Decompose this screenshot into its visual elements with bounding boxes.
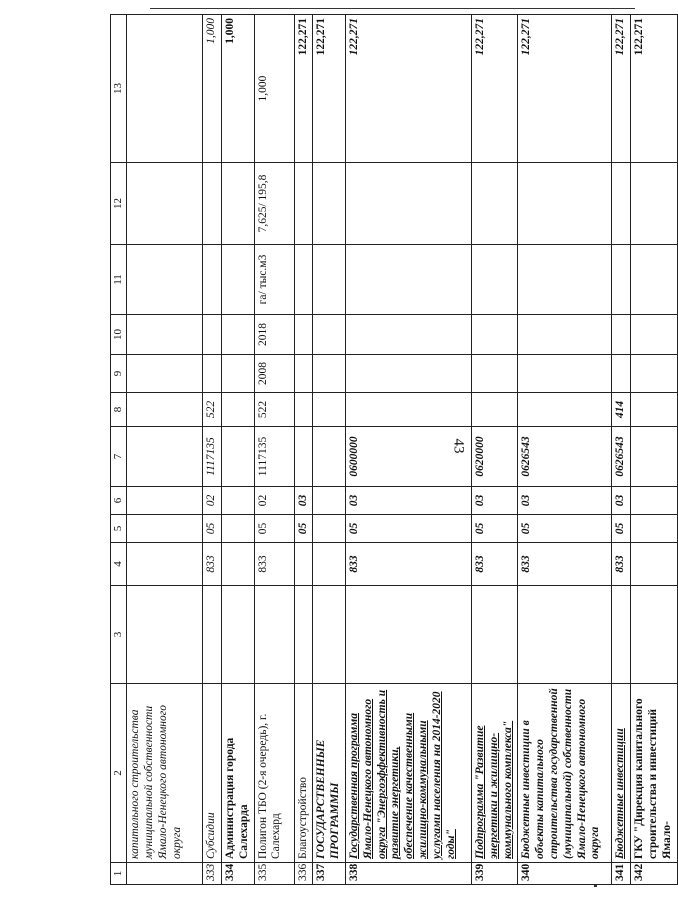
cell: 0620000: [471, 427, 517, 487]
cell: 05: [612, 515, 631, 543]
cell: 03: [345, 487, 471, 515]
row-name: Государственная программа Ямало-Ненецкого автономного округа "Энергоэффективность и развитие энергетики, обеспечение качественными жилищно-коммунальными услугами населения на 2014-2020 годы": [345, 684, 471, 863]
row-name: Субсидии: [203, 684, 222, 863]
row-number: 333: [203, 863, 222, 885]
cell: [203, 315, 222, 355]
cell: [471, 163, 517, 245]
cell: [471, 393, 517, 427]
cell: 833: [471, 543, 517, 586]
cell: [294, 245, 313, 315]
cell: [313, 427, 346, 487]
cell: [631, 315, 677, 355]
cell: 1,000: [221, 15, 254, 163]
table-row: [221, 15, 254, 885]
table-row: [254, 15, 294, 885]
cell: [221, 163, 254, 245]
col-header: 1: [111, 863, 127, 885]
cell: [631, 515, 677, 543]
col-header: 3: [111, 586, 127, 684]
col-header: 2: [111, 684, 127, 863]
cell: [221, 586, 254, 684]
cell: [518, 163, 612, 245]
cell: [127, 393, 203, 427]
cell: 833: [518, 543, 612, 586]
cell: 833: [254, 543, 294, 586]
row-name: ГКУ "Дирекция капитального строительства и инвестиций Ямало-: [631, 684, 677, 863]
cell: [313, 245, 346, 315]
cell: [345, 393, 471, 427]
cell: [518, 315, 612, 355]
cell: 833: [612, 543, 631, 586]
cell: 122,271: [631, 15, 677, 163]
cell: 05: [345, 515, 471, 543]
cell: [313, 487, 346, 515]
page-number: 43: [450, 438, 467, 454]
cell: [471, 245, 517, 315]
cell: [345, 163, 471, 245]
cell: 122,271: [294, 15, 313, 163]
cell: [313, 515, 346, 543]
cell: [127, 515, 203, 543]
rotated-page: [110, 15, 673, 885]
table-row: [203, 15, 222, 885]
cell: 522: [254, 393, 294, 427]
cell: 05: [254, 515, 294, 543]
cell: [221, 487, 254, 515]
cell: [313, 315, 346, 355]
cell: [313, 543, 346, 586]
cell: 03: [518, 487, 612, 515]
cell: [631, 163, 677, 245]
row-number: 339: [471, 863, 517, 885]
cell: 05: [518, 515, 612, 543]
budget-table: [110, 14, 678, 885]
cell: [254, 586, 294, 684]
cell: [221, 543, 254, 586]
cell: 03: [471, 487, 517, 515]
cell: [221, 355, 254, 393]
row-number: 336: [294, 863, 313, 885]
cell: 522: [203, 393, 222, 427]
col-header: 8: [111, 393, 127, 427]
table-row: [631, 15, 677, 885]
cell: [631, 393, 677, 427]
cell: [221, 393, 254, 427]
cell: 122,271: [518, 15, 612, 163]
cell: га/ тыс.м3: [254, 245, 294, 315]
cell: [294, 355, 313, 393]
cell: [631, 427, 677, 487]
table-row: [345, 15, 471, 885]
cell: 1,000: [254, 15, 294, 163]
cell: 1117135: [203, 427, 222, 487]
cell: [345, 586, 471, 684]
table-row: [612, 15, 631, 885]
col-header: 13: [111, 15, 127, 163]
col-header: 4: [111, 543, 127, 586]
col-header: 10: [111, 315, 127, 355]
cell: 0626543: [612, 427, 631, 487]
cell: 2018: [254, 315, 294, 355]
row-number: 335: [254, 863, 294, 885]
cell: [631, 355, 677, 393]
cell: [313, 163, 346, 245]
cell: 122,271: [471, 15, 517, 163]
row-name: ГОСУДАРСТВЕННЫЕ ПРОГРАММЫ: [313, 684, 346, 863]
table-row: [313, 15, 346, 885]
cell: [203, 586, 222, 684]
cell: [221, 427, 254, 487]
cell: 2008: [254, 355, 294, 393]
cell: [518, 586, 612, 684]
cell: [471, 586, 517, 684]
cell: [203, 245, 222, 315]
row-number: 337: [313, 863, 346, 885]
cell: [127, 245, 203, 315]
table-row: [294, 15, 313, 885]
row-name: капитального строительства муниципальной собственности Ямало-Ненецкого автономного округа: [127, 684, 203, 863]
table-row: [471, 15, 517, 885]
cell: 02: [254, 487, 294, 515]
row-number: 338: [345, 863, 471, 885]
cell: [345, 245, 471, 315]
scan-mark: [594, 885, 597, 887]
cell: 0600000: [345, 427, 471, 487]
cell: [127, 427, 203, 487]
cell: [313, 355, 346, 393]
cell: [203, 355, 222, 393]
cell: [127, 586, 203, 684]
cell: [127, 355, 203, 393]
cell: [518, 393, 612, 427]
cell: [294, 427, 313, 487]
cell: [612, 586, 631, 684]
cell: [294, 393, 313, 427]
cell: [631, 543, 677, 586]
cell: [313, 393, 346, 427]
cell: [313, 586, 346, 684]
cell: [471, 315, 517, 355]
cell: [221, 515, 254, 543]
row-name: Благоустройство: [294, 684, 313, 863]
cell: 05: [471, 515, 517, 543]
row-name: Полигон ТБО (2-я очередь), г. Салехард: [254, 684, 294, 863]
cell: [294, 586, 313, 684]
cell: 1117135: [254, 427, 294, 487]
col-header: 9: [111, 355, 127, 393]
cell: 833: [203, 543, 222, 586]
cell: [221, 315, 254, 355]
cell: 122,271: [612, 15, 631, 163]
row-number: [127, 863, 203, 885]
cell: [294, 315, 313, 355]
cell: [631, 245, 677, 315]
cell: 414: [612, 393, 631, 427]
cell: [127, 15, 203, 163]
top-rule: [150, 8, 635, 9]
cell: [631, 487, 677, 515]
cell: 122,271: [313, 15, 346, 163]
table-row: [127, 15, 203, 885]
cell: [127, 163, 203, 245]
cell: [518, 355, 612, 393]
cell: 0626543: [518, 427, 612, 487]
cell: 02: [203, 487, 222, 515]
row-number: 334: [221, 863, 254, 885]
col-header: 7: [111, 427, 127, 487]
cell: 03: [294, 487, 313, 515]
row-name: Бюджетные инвестиции в объекты капитального строительства государственной (муниципальной) собственности Ямало-Ненецкого автономного округа: [518, 684, 612, 863]
col-header: 5: [111, 515, 127, 543]
cell: [612, 355, 631, 393]
column-number-row: [111, 15, 127, 885]
row-number: 340: [518, 863, 612, 885]
cell: [612, 163, 631, 245]
cell: [631, 586, 677, 684]
cell: [127, 315, 203, 355]
cell: [127, 487, 203, 515]
cell: [471, 355, 517, 393]
cell: [294, 543, 313, 586]
cell: [294, 163, 313, 245]
col-header: 12: [111, 163, 127, 245]
table-row: [518, 15, 612, 885]
cell: [221, 245, 254, 315]
col-header: 6: [111, 487, 127, 515]
row-name: Администрация города Салехарда: [221, 684, 254, 863]
cell: 05: [203, 515, 222, 543]
cell: 1,000: [203, 15, 222, 163]
cell: [518, 245, 612, 315]
cell: [345, 315, 471, 355]
cell: 05: [294, 515, 313, 543]
cell: 122,271: [345, 15, 471, 163]
row-name: Подпрограмма "Развитие энергетики и жилищно-коммунального комплекса": [471, 684, 517, 863]
cell: 03: [612, 487, 631, 515]
row-name: Бюджетные инвестиции: [612, 684, 631, 863]
cell: [203, 163, 222, 245]
cell: [127, 543, 203, 586]
cell: [612, 245, 631, 315]
row-number: 341: [612, 863, 631, 885]
row-number: 342: [631, 863, 677, 885]
col-header: 11: [111, 245, 127, 315]
cell: [345, 355, 471, 393]
cell: 833: [345, 543, 471, 586]
cell: 7,625/ 195,8: [254, 163, 294, 245]
cell: [612, 315, 631, 355]
